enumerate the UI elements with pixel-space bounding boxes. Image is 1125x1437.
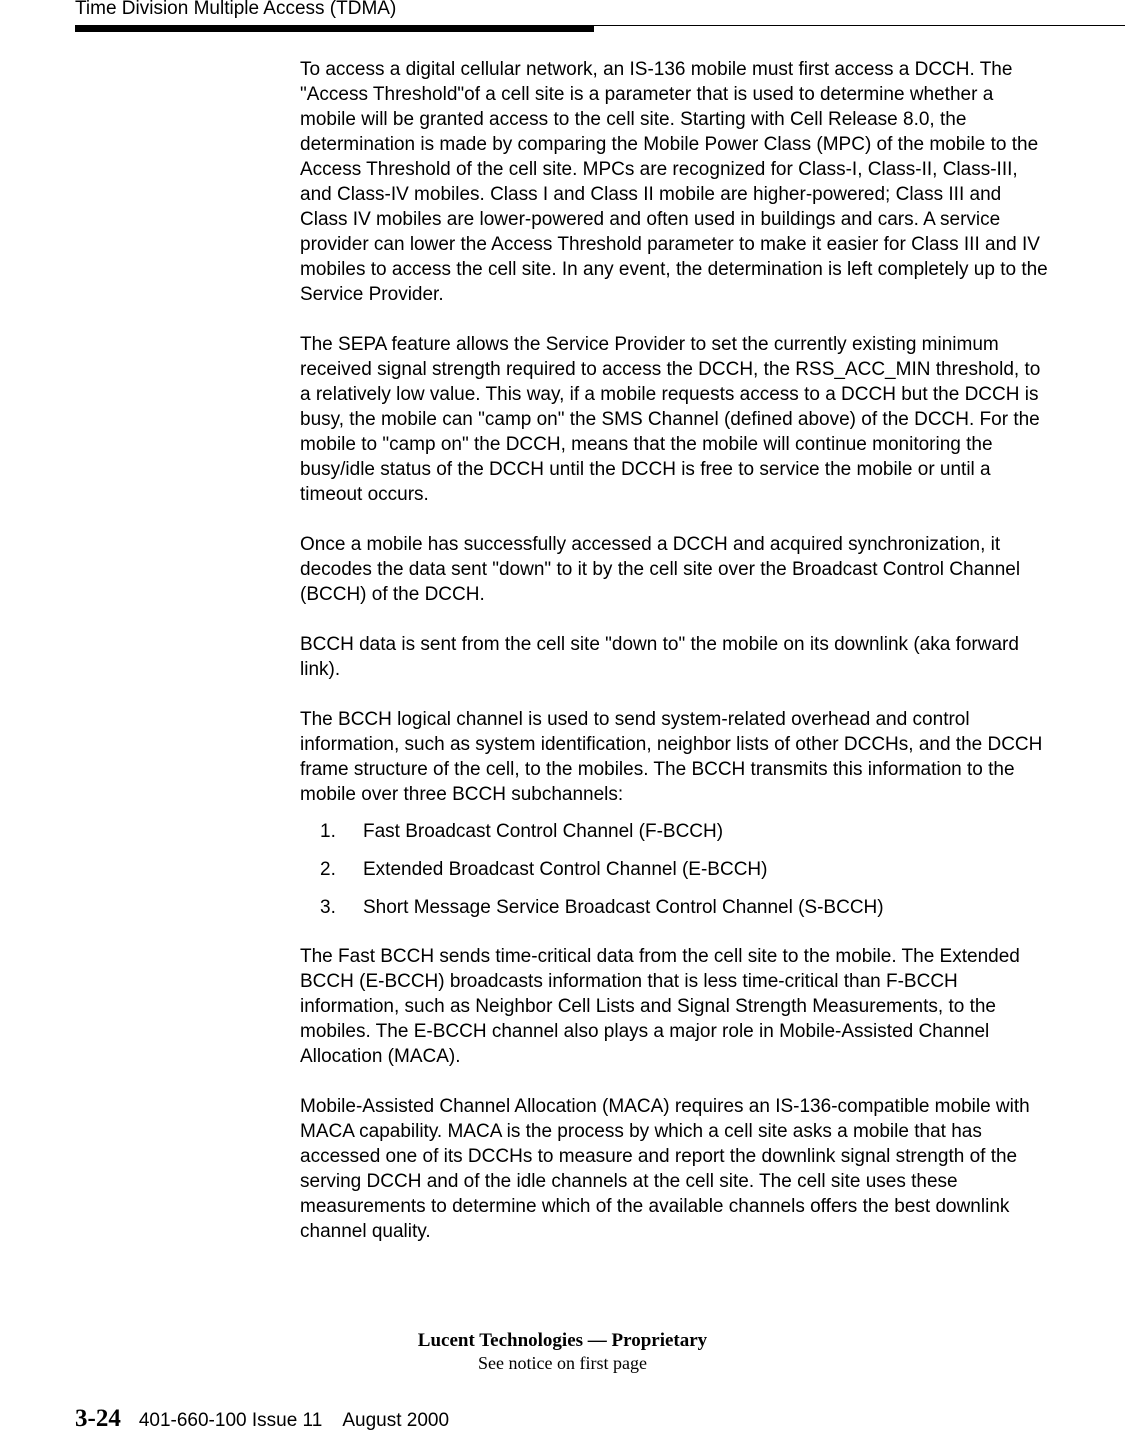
body-text [300, 57, 1050, 1269]
bcch-subchannel-list [300, 819, 1050, 920]
paragraph-access-threshold: To access a digital cellular network, an IS-136 mobile must first access a DCCH. The "Access Threshold"of a cell site is a parameter that is used to determine whether a mobile will be granted access to the cell site. Starting with Cell Release 8.0, the determination is made by comparing the Mobile Power Class (MPC) of the mobile to the Access Threshold of the cell site. MPCs are recognized for Class-I, Class-II, Class-III, and Class-IV mobiles. Class I and Class II mobile are higher-powered; Class III and Class IV mobiles are lower-powered and often used in buildings and cars. A service provider can lower the Access Threshold parameter to make it easier for Class III and IV mobiles to access the cell site. In any event, the determination is left completely up to the Service Provider. [300, 59, 1048, 305]
running-header-title: Time Division Multiple Access (TDMA) [75, 0, 397, 19]
footer-company: Lucent Technologies — Proprietary [417, 1330, 708, 1351]
paragraph-fast-bcch: The Fast BCCH sends time-critical data from the cell site to the mobile. The Extended BCCH (E-BCCH) broadcasts information that is less time-critical than F-BCCH information, such as Neighbor Cell Lists and Signal Strength Measurements, to the mobiles. The E-BCCH channel also plays a major role in Mobile-Assisted Channel Allocation (MACA). [300, 946, 1020, 1067]
list-item [300, 857, 1050, 882]
list-item-text: Fast Broadcast Control Channel (F-BCCH) [363, 821, 724, 842]
paragraph-dcch-synchronization: Once a mobile has successfully accessed a DCCH and acquired synchronization, it decodes the data sent "down" to it by the cell site over the Broadcast Control Channel (BCCH) of the DCCH. [300, 534, 1021, 605]
footer-notice: See notice on first page [478, 1353, 647, 1373]
document-info: 401-660-100 Issue 11 August 2000 [138, 1410, 450, 1431]
paragraph-bcch-logical-channel: The BCCH logical channel is used to send system-related overhead and control information, such as system identification, neighbor lists of other DCCHs, and the DCCH frame structure of the cell, to the mobiles. The BCCH transmits this information to the mobile over three BCCH subchannels: [300, 709, 1043, 805]
page-footer [75, 1404, 449, 1437]
list-item-text: Short Message Service Broadcast Control Channel (S-BCCH) [363, 897, 884, 918]
page-header [0, 0, 1125, 34]
list-item-text: Extended Broadcast Control Channel (E-BCCH) [363, 859, 768, 880]
paragraph-sepa-feature: The SEPA feature allows the Service Provider to set the currently existing minimum received signal strength required to access the DCCH, the RSS_ACC_MIN threshold, to a relatively low value. This way, if a mobile requests access to a DCCH but the DCCH is busy, the mobile can "camp on" the SMS Channel (defined above) of the DCCH. For the mobile to "camp on" the DCCH, means that the mobile will continue monitoring the busy/idle status of the DCCH until the DCCH is free to service the mobile or until a timeout occurs. [300, 334, 1041, 505]
page-number: 3-24 [75, 1405, 121, 1432]
list-item [300, 895, 1050, 920]
header-rule-thick [75, 25, 594, 32]
paragraph-maca: Mobile-Assisted Channel Allocation (MACA) requires an IS-136-compatible mobile with MACA capability. MACA is the process by which a cell site asks a mobile that has accessed one of its DCCHs to measure and report the downlink signal strength of the serving DCCH and of the idle channels at the cell site. The cell site uses these measurements to determine which of the available channels offers the best downlink channel quality. [300, 1096, 1030, 1242]
list-item-number: 2. [320, 859, 336, 880]
list-item-number: 3. [320, 897, 336, 918]
paragraph-bcch-downlink: BCCH data is sent from the cell site "down to" the mobile on its downlink (aka forward link). [300, 634, 1019, 680]
list-item [300, 819, 1050, 844]
list-item-number: 1. [320, 821, 336, 842]
